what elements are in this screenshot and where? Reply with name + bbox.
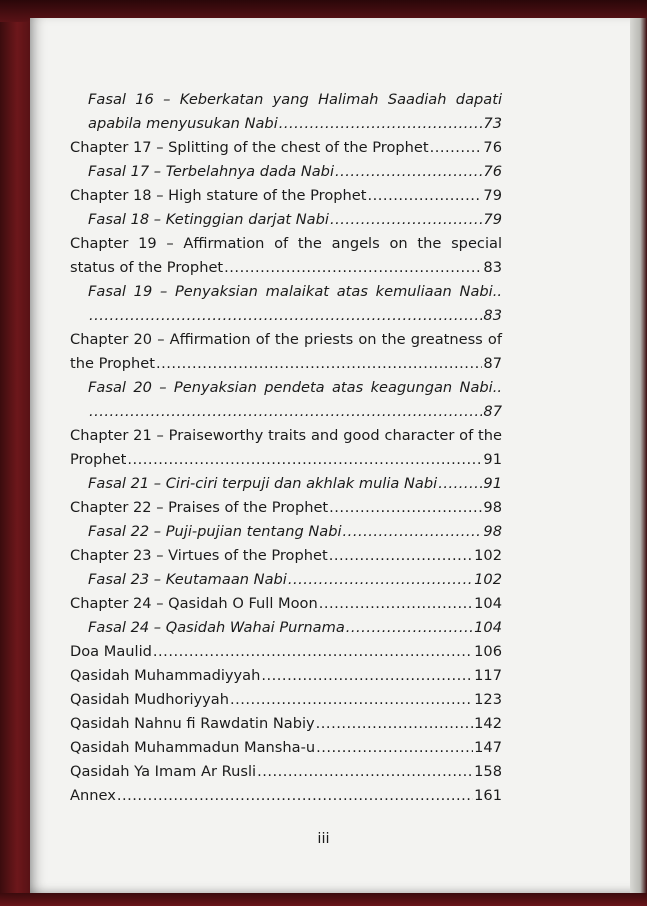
toc-entry-title: the Prophet <box>70 355 155 372</box>
toc-entry-doa-maulid <box>70 640 502 664</box>
toc-page-number: 91 <box>483 451 502 468</box>
dot-leader <box>153 640 473 664</box>
toc-entry-chapter-23 <box>70 544 502 568</box>
dot-leader <box>261 664 473 688</box>
toc-entry-chapter-19 <box>70 256 502 280</box>
toc-entry-title: Chapter 18 – High stature of the Prophet <box>70 187 367 204</box>
toc-entry-chapter-20-line1: Chapter 20 – Affirmation of the priests on the greatness of <box>70 331 502 348</box>
toc-entry-title: Annex <box>70 787 116 804</box>
toc-page-number: 102 <box>474 547 502 564</box>
toc-page-number: 158 <box>474 763 502 780</box>
toc-entry-fasal-24 <box>70 616 502 640</box>
toc-entry-qasidah-ya-imam <box>70 760 502 784</box>
toc-entry-fasal-20 <box>70 400 502 424</box>
toc-entry-fasal-17 <box>70 160 502 184</box>
toc-entry-fasal-19 <box>70 304 502 328</box>
toc-page-number: 104 <box>474 619 502 636</box>
dot-leader <box>224 256 482 280</box>
toc-entry-title: Prophet <box>70 451 127 468</box>
toc-page-number: 76 <box>483 163 502 180</box>
dot-leader <box>89 304 482 328</box>
dot-leader <box>288 568 473 592</box>
toc-entry-title: Fasal 24 – Qasidah Wahai Purnama <box>88 619 345 636</box>
toc-entry-title: Chapter 23 – Virtues of the Prophet <box>70 547 328 564</box>
toc-page-number: 76 <box>483 139 502 156</box>
dot-leader <box>257 760 473 784</box>
dot-leader <box>330 208 482 232</box>
toc-entry-fasal-16 <box>70 112 502 136</box>
toc-entry-fasal-19-line1: Fasal 19 – Penyaksian malaikat atas kemuliaan Nabi.. <box>88 283 502 300</box>
toc-entry-title: Doa Maulid <box>70 643 152 660</box>
toc-entry-qasidah-muhammadiyyah <box>70 664 502 688</box>
toc-entry-title: Qasidah Mudhoriyyah <box>70 691 229 708</box>
toc-entry-title: Qasidah Nahnu fi Rawdatin Nabiy <box>70 715 315 732</box>
toc-page-number: 79 <box>483 211 502 228</box>
dot-leader <box>438 472 482 496</box>
toc-page-number: 87 <box>483 355 502 372</box>
dot-leader <box>279 112 483 136</box>
toc-page-number: 147 <box>474 739 502 756</box>
page-edge <box>630 18 647 894</box>
toc-entry-title: status of the Prophet <box>70 259 224 276</box>
toc-entry-chapter-18 <box>70 184 502 208</box>
toc-page-number: 102 <box>474 571 502 588</box>
toc-page-number: 104 <box>474 595 502 612</box>
table-of-contents <box>70 88 502 808</box>
toc-entry-title: Chapter 17 – Splitting of the chest of the Prophet <box>70 139 429 156</box>
toc-entry-title: Chapter 24 – Qasidah O Full Moon <box>70 595 318 612</box>
dot-leader <box>368 184 483 208</box>
dot-leader <box>316 736 473 760</box>
toc-entry-qasidah-mudhoriyyah <box>70 688 502 712</box>
toc-entry-fasal-18 <box>70 208 502 232</box>
toc-entry-chapter-24 <box>70 592 502 616</box>
toc-page-number: 98 <box>483 499 502 516</box>
toc-page-number: 83 <box>483 307 502 324</box>
toc-entry-chapter-17 <box>70 136 502 160</box>
toc-entry-title: Qasidah Muhammadun Mansha-u <box>70 739 316 756</box>
toc-page-number: 83 <box>483 259 502 276</box>
dot-leader <box>230 688 473 712</box>
dot-leader <box>346 616 473 640</box>
dot-leader <box>319 592 473 616</box>
toc-page-number: 142 <box>474 715 502 732</box>
toc-entry-fasal-21 <box>70 472 502 496</box>
toc-entry-fasal-20-line1: Fasal 20 – Penyaksian pendeta atas keagungan Nabi.. <box>88 379 502 396</box>
dot-leader <box>117 784 473 808</box>
toc-entry-title: Chapter 22 – Praises of the Prophet <box>70 499 329 516</box>
toc-entry-title: Qasidah Ya Imam Ar Rusli <box>70 763 257 780</box>
toc-entry-chapter-19-line1: Chapter 19 – Affirmation of the angels on the special <box>70 235 502 252</box>
toc-entry-title: Qasidah Muhammadiyyah <box>70 667 261 684</box>
toc-entry-annex <box>70 784 502 808</box>
toc-page-number: 161 <box>474 787 502 804</box>
toc-page-number: 73 <box>483 115 502 132</box>
toc-page-number: 79 <box>483 187 502 204</box>
toc-entry-chapter-21-line1: Chapter 21 – Praiseworthy traits and good character of the <box>70 427 502 444</box>
dot-leader <box>156 352 482 376</box>
dot-leader <box>335 160 482 184</box>
toc-entry-fasal-22 <box>70 520 502 544</box>
toc-entry-qasidah-nahnu <box>70 712 502 736</box>
toc-entry-chapter-22 <box>70 496 502 520</box>
toc-entry-title: Fasal 21 – Ciri-ciri terpuji dan akhlak mulia Nabi <box>88 475 438 492</box>
toc-entry-fasal-16-line1: Fasal 16 – Keberkatan yang Halimah Saadiah dapati <box>88 91 502 108</box>
dot-leader <box>329 496 482 520</box>
dot-leader <box>127 448 482 472</box>
dot-leader <box>89 400 482 424</box>
toc-entry-chapter-21 <box>70 448 502 472</box>
toc-entry-chapter-20 <box>70 352 502 376</box>
dot-leader <box>343 520 483 544</box>
toc-page-number: 91 <box>483 475 502 492</box>
toc-entry-qasidah-muhammadun <box>70 736 502 760</box>
page-number: iii <box>317 830 330 847</box>
toc-page-number: 98 <box>483 523 502 540</box>
toc-page-number: 106 <box>474 643 502 660</box>
toc-entry-title: Fasal 23 – Keutamaan Nabi <box>88 571 287 588</box>
dot-leader <box>329 544 473 568</box>
toc-entry-title: Fasal 22 – Puji-pujian tentang Nabi <box>88 523 342 540</box>
toc-entry-title: apabila menyusukan Nabi <box>88 115 278 132</box>
cover-bottom-edge <box>0 893 647 906</box>
toc-entry-fasal-23 <box>70 568 502 592</box>
toc-entry-title: Fasal 18 – Ketinggian darjat Nabi <box>88 211 329 228</box>
toc-page-number: 87 <box>483 403 502 420</box>
toc-entry-title: Fasal 17 – Terbelahnya dada Nabi <box>88 163 334 180</box>
toc-page-number: 117 <box>474 667 502 684</box>
dot-leader <box>316 712 473 736</box>
dot-leader <box>430 136 483 160</box>
toc-page-number: 123 <box>474 691 502 708</box>
